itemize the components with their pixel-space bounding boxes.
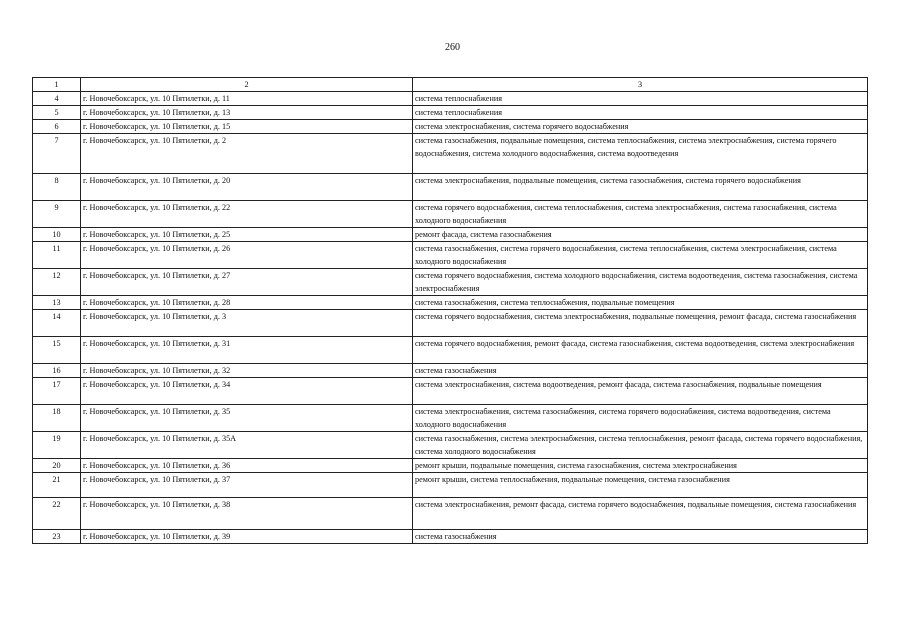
row-address: г. Новочебоксарск, ул. 10 Пятилетки, д. 2 [81, 134, 413, 174]
row-number: 8 [33, 174, 81, 201]
row-works: система электроснабжения, система газоснабжения, система горячего водоснабжения, система водоотведения, система холодного водоснабжения [413, 405, 868, 432]
row-works: система электроснабжения, подвальные помещения, система газоснабжения, система горячего водоснабжения [413, 174, 868, 201]
row-works: система горячего водоснабжения, ремонт фасада, система газоснабжения, система водоотведения, система электроснабжения [413, 337, 868, 364]
table-row [33, 364, 868, 378]
table-row [33, 92, 868, 106]
table-header-row [33, 78, 868, 92]
row-number: 7 [33, 134, 81, 174]
row-address: г. Новочебоксарск, ул. 10 Пятилетки, д. 26 [81, 242, 413, 269]
table-row [33, 337, 868, 364]
row-number: 22 [33, 498, 81, 530]
table-row [33, 473, 868, 498]
table-row [33, 296, 868, 310]
row-address: г. Новочебоксарск, ул. 10 Пятилетки, д. 35 [81, 405, 413, 432]
row-works: система газоснабжения, система теплоснабжения, подвальные помещения [413, 296, 868, 310]
row-works: система газоснабжения, система горячего водоснабжения, система теплоснабжения, система электроснабжения, система холодного водоснабжения [413, 242, 868, 269]
table-row [33, 459, 868, 473]
table-row [33, 201, 868, 228]
row-works: система электроснабжения, ремонт фасада, система горячего водоснабжения, подвальные помещения, система газоснабжения [413, 498, 868, 530]
table-row [33, 498, 868, 530]
row-address: г. Новочебоксарск, ул. 10 Пятилетки, д. 15 [81, 120, 413, 134]
row-works: система газоснабжения, подвальные помещения, система теплоснабжения, система электроснабжения, система горячего водоснабжения, система холодного водоснабжения, система водоотведения [413, 134, 868, 174]
row-number: 4 [33, 92, 81, 106]
table-row [33, 174, 868, 201]
page-number: 260 [445, 42, 460, 53]
row-number: 14 [33, 310, 81, 337]
table-row [33, 269, 868, 296]
row-number: 23 [33, 530, 81, 544]
row-works: система газоснабжения [413, 364, 868, 378]
row-number: 18 [33, 405, 81, 432]
row-works: система электроснабжения, система водоотведения, ремонт фасада, система газоснабжения, подвальные помещения [413, 378, 868, 405]
row-number: 20 [33, 459, 81, 473]
row-address: г. Новочебоксарск, ул. 10 Пятилетки, д. 13 [81, 106, 413, 120]
row-number: 19 [33, 432, 81, 459]
row-works: система горячего водоснабжения, система холодного водоснабжения, система водоотведения, система газоснабжения, система электроснабжения [413, 269, 868, 296]
table-row [33, 228, 868, 242]
row-address: г. Новочебоксарск, ул. 10 Пятилетки, д. 11 [81, 92, 413, 106]
row-number: 9 [33, 201, 81, 228]
works-table [32, 77, 868, 544]
row-address: г. Новочебоксарск, ул. 10 Пятилетки, д. 20 [81, 174, 413, 201]
table-row [33, 120, 868, 134]
table-row [33, 134, 868, 174]
row-address: г. Новочебоксарск, ул. 10 Пятилетки, д. 38 [81, 498, 413, 530]
table-row [33, 106, 868, 120]
row-number: 10 [33, 228, 81, 242]
row-address: г. Новочебоксарск, ул. 10 Пятилетки, д. 35А [81, 432, 413, 459]
table-row [33, 242, 868, 269]
row-number: 13 [33, 296, 81, 310]
row-number: 6 [33, 120, 81, 134]
row-address: г. Новочебоксарск, ул. 10 Пятилетки, д. 28 [81, 296, 413, 310]
row-works: ремонт крыши, подвальные помещения, система газоснабжения, система электроснабжения [413, 459, 868, 473]
row-works: система теплоснабжения [413, 106, 868, 120]
row-works: система горячего водоснабжения, система теплоснабжения, система электроснабжения, система газоснабжения, система холодного водоснабжения [413, 201, 868, 228]
row-address: г. Новочебоксарск, ул. 10 Пятилетки, д. 3 [81, 310, 413, 337]
row-address: г. Новочебоксарск, ул. 10 Пятилетки, д. 27 [81, 269, 413, 296]
row-number: 16 [33, 364, 81, 378]
row-number: 15 [33, 337, 81, 364]
header-cell-address: 2 [81, 78, 413, 92]
row-address: г. Новочебоксарск, ул. 10 Пятилетки, д. 32 [81, 364, 413, 378]
row-number: 5 [33, 106, 81, 120]
row-address: г. Новочебоксарск, ул. 10 Пятилетки, д. 34 [81, 378, 413, 405]
row-number: 21 [33, 473, 81, 498]
row-address: г. Новочебоксарск, ул. 10 Пятилетки, д. 31 [81, 337, 413, 364]
row-works: система газоснабжения [413, 530, 868, 544]
table-row [33, 405, 868, 432]
row-works: система электроснабжения, система горячего водоснабжения [413, 120, 868, 134]
row-number: 12 [33, 269, 81, 296]
row-works: система горячего водоснабжения, система электроснабжения, подвальные помещения, ремонт фасада, система газоснабжения [413, 310, 868, 337]
table-row [33, 530, 868, 544]
row-works: ремонт фасада, система газоснабжения [413, 228, 868, 242]
row-address: г. Новочебоксарск, ул. 10 Пятилетки, д. 22 [81, 201, 413, 228]
table-row [33, 378, 868, 405]
row-number: 11 [33, 242, 81, 269]
table-row [33, 432, 868, 459]
row-works: система газоснабжения, система электроснабжения, система теплоснабжения, ремонт фасада, система горячего водоснабжения, система холодного водоснабжения [413, 432, 868, 459]
row-address: г. Новочебоксарск, ул. 10 Пятилетки, д. 39 [81, 530, 413, 544]
row-works: система теплоснабжения [413, 92, 868, 106]
row-works: ремонт крыши, система теплоснабжения, подвальные помещения, система газоснабжения [413, 473, 868, 498]
row-address: г. Новочебоксарск, ул. 10 Пятилетки, д. 37 [81, 473, 413, 498]
header-cell-number: 1 [33, 78, 81, 92]
table-row [33, 310, 868, 337]
header-cell-works: 3 [413, 78, 868, 92]
row-number: 17 [33, 378, 81, 405]
row-address: г. Новочебоксарск, ул. 10 Пятилетки, д. 36 [81, 459, 413, 473]
row-address: г. Новочебоксарск, ул. 10 Пятилетки, д. 25 [81, 228, 413, 242]
